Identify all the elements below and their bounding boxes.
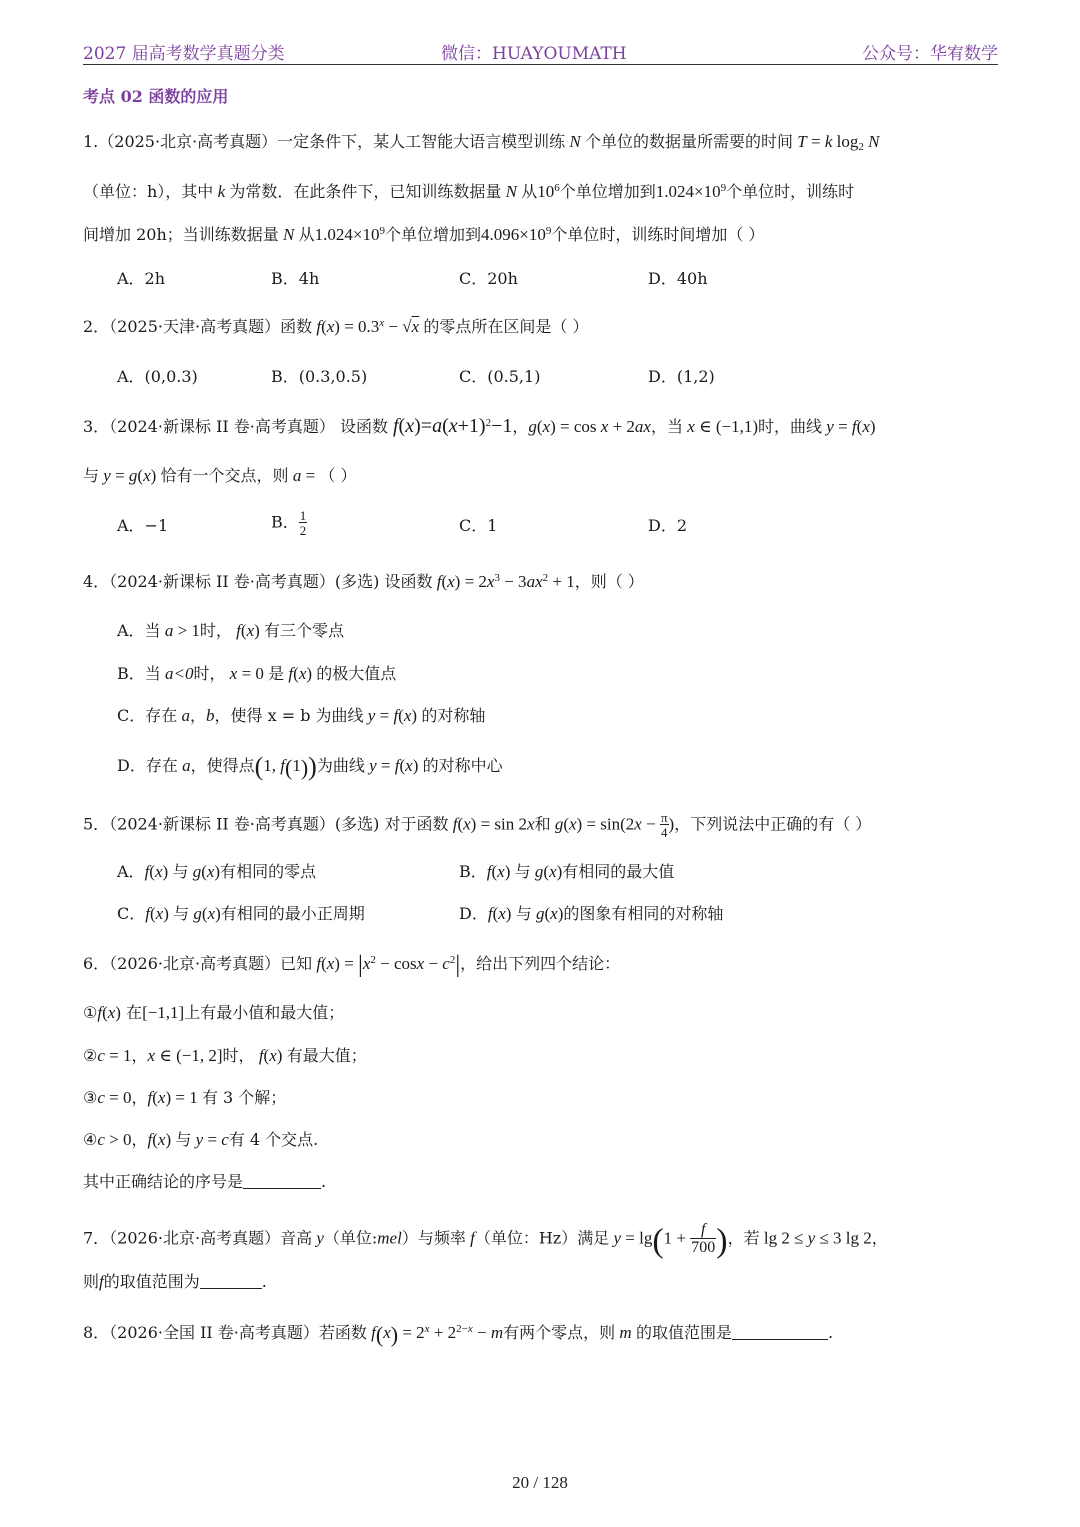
q2-option-d: D．(1,2) bbox=[648, 367, 715, 386]
q3-line2: 与 y = g(x) 恰有一个交点，则 a = （ ） bbox=[83, 466, 357, 485]
q4-option-b: B．当 a<0时， x = 0 是 f(x) 的极大值点 bbox=[117, 664, 397, 683]
header-right: 公众号：华宥数学 bbox=[862, 44, 998, 64]
section-title: 考点 02 函数的应用 bbox=[83, 87, 229, 106]
header-wechat: 微信：HUAYOUMATH bbox=[441, 44, 627, 64]
q7-answer-blank[interactable] bbox=[200, 1272, 262, 1289]
q3-option-d: D．2 bbox=[648, 516, 688, 535]
q1-option-b: B．4h bbox=[271, 269, 320, 288]
q3-option-a: A．−1 bbox=[117, 516, 169, 535]
page-number: 20 / 128 bbox=[512, 1473, 568, 1492]
q7-line1: 7．（2026·北京·高考真题）音高 y（单位:mel）与频率 f（单位：Hz）满足 y = lg(1 + $\frac{f}{700}$ )，若 lg 2 ≤ y ≤ 3 lg 2， bbox=[83, 1221, 888, 1260]
q4-option-d: D．存在 a，使得点(1, f(1))为曲线 y = f(x) 的对称中心 bbox=[117, 752, 503, 781]
q4-option-a: A．当 a > 1时， f(x) 有三个零点 bbox=[117, 621, 345, 640]
q6-statement-2: ②c = 1，x ∈ (−1, 2]时， f(x) 有最大值； bbox=[83, 1046, 367, 1065]
q1-line3: 间增加 20h；当训练数据量 N 从$1.024\times 10^9$个单位增加到$4.096\times 10^9$个单位时，训练时间增加（ ） bbox=[83, 225, 765, 244]
q2-line1: 2．（2025·天津·高考真题）函数 $f(x) = 0.3^x - √x$ 的零点所在区间是（ ） bbox=[83, 317, 589, 336]
q8-line1: 8．（2026·全国 II 卷·高考真题）若函数 $f(x) = 2^x + 2^{2-x} - m$有两个零点，则 m 的取值范围是 . bbox=[83, 1322, 834, 1347]
q1-option-c: C．20h bbox=[459, 269, 518, 288]
q1-line1: 1.（2025·北京·高考真题）一定条件下，某人工智能大语言模型训练 N 个单位的数据量所需要的时间 T = k $\log_2 N$ bbox=[83, 132, 880, 153]
q6-statement-3: ③c = 0，f(x) = 1 有 3 个解； bbox=[83, 1088, 287, 1107]
page-header bbox=[83, 36, 998, 65]
q3-option-c: C．1 bbox=[459, 516, 498, 535]
q1-option-a: A．2h bbox=[117, 269, 166, 288]
q6-ask: 其中正确结论的序号是 . bbox=[83, 1172, 327, 1191]
q6-statement-1: ①f(x) 在[−1,1]上有最小值和最大值； bbox=[83, 1003, 345, 1022]
q5-option-d: D．f(x) 与 g(x)的图象有相同的对称轴 bbox=[459, 904, 724, 923]
q2-option-a: A．(0,0.3) bbox=[117, 367, 198, 386]
q6-answer-blank[interactable] bbox=[243, 1172, 321, 1189]
q7-line2: 则f的取值范围为 . bbox=[83, 1272, 267, 1291]
q5-line1: 5．（2024·新课标 II 卷·高考真题）(多选) 对于函数 f(x) = sin 2x和 g(x) = sin(2x − $\frac{\pi}{4}$ )，下列说法中正确的有（ ） bbox=[83, 810, 872, 840]
q2-option-c: C．(0.5,1) bbox=[459, 367, 541, 386]
q5-option-a: A．f(x) 与 g(x)有相同的零点 bbox=[117, 862, 317, 881]
q2-option-b: B．(0.3,0.5) bbox=[271, 367, 368, 386]
q6-line1: 6．（2026·北京·高考真题）已知 $f(x) = |x^2 - \cos x - c^2|$，给出下列四个结论： bbox=[83, 952, 621, 978]
q5-option-c: C．f(x) 与 g(x)有相同的最小正周期 bbox=[117, 904, 365, 923]
q3-line1: 3．（2024·新课标 II 卷·高考真题） 设函数 $f(x)=a(x+1)^2-1$，g(x) = cos x + 2ax，当 x ∈ (−1,1)时，曲线 y = f(x) bbox=[83, 415, 876, 437]
q4-line1: 4．（2024·新课标 II 卷·高考真题）(多选) 设函数 $f(x) = 2x^3 - 3ax^2 + 1$，则（ ） bbox=[83, 572, 644, 591]
header-left: 2027 届高考数学真题分类 bbox=[83, 44, 285, 64]
q5-option-b: B．f(x) 与 g(x)有相同的最大值 bbox=[459, 862, 675, 881]
q1-option-d: D．40h bbox=[648, 269, 708, 288]
q4-option-c: C．存在 a，b，使得 x = b 为曲线 y = f(x) 的对称轴 bbox=[117, 706, 486, 725]
q6-statement-4: ④c > 0，f(x) 与 y = c有 4 个交点. bbox=[83, 1130, 319, 1149]
q1-line2: （单位：h），其中 k 为常数．在此条件下，已知训练数据量 N 从$10^6$个单位增加到$1.024\times 10^9$个单位时，训练时 bbox=[83, 182, 855, 201]
q8-answer-blank[interactable] bbox=[732, 1323, 828, 1340]
q3-option-b: B． $\frac{1}{2}$ bbox=[271, 508, 307, 538]
